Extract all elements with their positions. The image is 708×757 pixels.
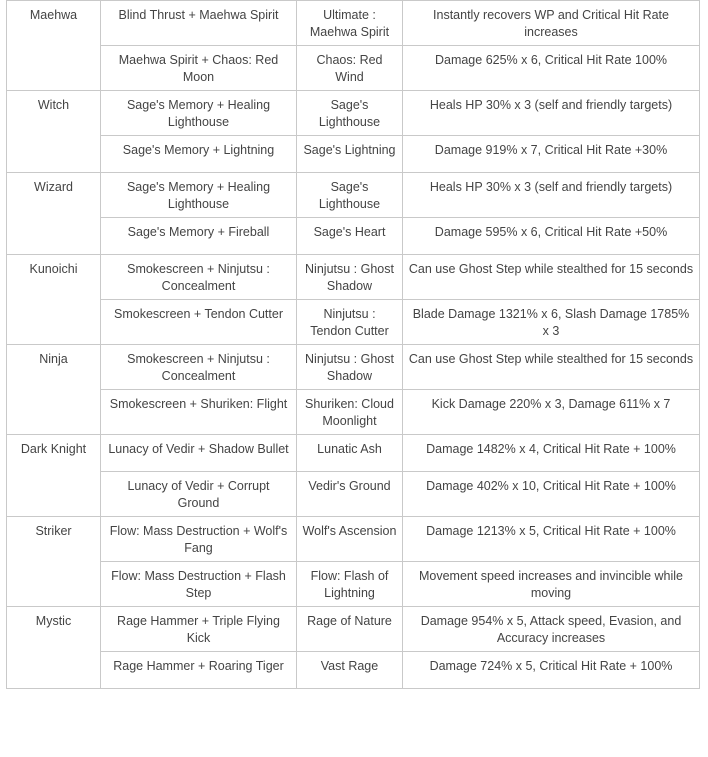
skill-name-cell: Sage's Lighthouse bbox=[297, 91, 403, 136]
table-body bbox=[7, 1, 700, 689]
skill-effect-cell: Can use Ghost Step while stealthed for 15 seconds bbox=[403, 255, 700, 300]
skill-name-cell: Shuriken: Cloud Moonlight bbox=[297, 390, 403, 435]
skill-name-cell: Vast Rage bbox=[297, 652, 403, 689]
skill-name-cell: Rage of Nature bbox=[297, 607, 403, 652]
combo-keys-cell: Sage's Memory + Healing Lighthouse bbox=[101, 173, 297, 218]
combo-skills-table bbox=[6, 0, 700, 689]
combo-keys-cell: Flow: Mass Destruction + Wolf's Fang bbox=[101, 517, 297, 562]
table-row bbox=[7, 136, 700, 173]
skill-effect-cell: Damage 954% x 5, Attack speed, Evasion, and Accuracy increases bbox=[403, 607, 700, 652]
table-row bbox=[7, 255, 700, 300]
skill-effect-cell: Movement speed increases and invincible while moving bbox=[403, 562, 700, 607]
class-name-cell: Maehwa bbox=[7, 1, 101, 91]
skill-effect-cell: Damage 625% x 6, Critical Hit Rate 100% bbox=[403, 46, 700, 91]
combo-keys-cell: Lunacy of Vedir + Shadow Bullet bbox=[101, 435, 297, 472]
skill-effect-cell: Heals HP 30% x 3 (self and friendly targets) bbox=[403, 91, 700, 136]
skill-name-cell: Chaos: Red Wind bbox=[297, 46, 403, 91]
skill-name-cell: Sage's Heart bbox=[297, 218, 403, 255]
table-row bbox=[7, 472, 700, 517]
class-name-cell: Ninja bbox=[7, 345, 101, 435]
combo-keys-cell: Smokescreen + Tendon Cutter bbox=[101, 300, 297, 345]
skill-effect-cell: Damage 1213% x 5, Critical Hit Rate + 100% bbox=[403, 517, 700, 562]
table-row bbox=[7, 345, 700, 390]
combo-keys-cell: Blind Thrust + Maehwa Spirit bbox=[101, 1, 297, 46]
table-row bbox=[7, 562, 700, 607]
table-row bbox=[7, 218, 700, 255]
combo-keys-cell: Lunacy of Vedir + Corrupt Ground bbox=[101, 472, 297, 517]
skill-name-cell: Sage's Lighthouse bbox=[297, 173, 403, 218]
skill-name-cell: Sage's Lightning bbox=[297, 136, 403, 173]
table-row bbox=[7, 173, 700, 218]
skill-effect-cell: Damage 724% x 5, Critical Hit Rate + 100% bbox=[403, 652, 700, 689]
skill-effect-cell: Can use Ghost Step while stealthed for 15 seconds bbox=[403, 345, 700, 390]
table-row bbox=[7, 300, 700, 345]
table-row bbox=[7, 390, 700, 435]
combo-keys-cell: Rage Hammer + Roaring Tiger bbox=[101, 652, 297, 689]
combo-keys-cell: Sage's Memory + Lightning bbox=[101, 136, 297, 173]
class-name-cell: Witch bbox=[7, 91, 101, 173]
skill-effect-cell: Heals HP 30% x 3 (self and friendly targets) bbox=[403, 173, 700, 218]
skill-effect-cell: Damage 595% x 6, Critical Hit Rate +50% bbox=[403, 218, 700, 255]
table-row bbox=[7, 517, 700, 562]
skill-name-cell: Vedir's Ground bbox=[297, 472, 403, 517]
combo-keys-cell: Flow: Mass Destruction + Flash Step bbox=[101, 562, 297, 607]
table-row bbox=[7, 1, 700, 46]
class-name-cell: Dark Knight bbox=[7, 435, 101, 517]
skill-name-cell: Ultimate : Maehwa Spirit bbox=[297, 1, 403, 46]
class-name-cell: Mystic bbox=[7, 607, 101, 689]
skill-name-cell: Wolf's Ascension bbox=[297, 517, 403, 562]
class-name-cell: Wizard bbox=[7, 173, 101, 255]
combo-keys-cell: Rage Hammer + Triple Flying Kick bbox=[101, 607, 297, 652]
table-row bbox=[7, 91, 700, 136]
skill-name-cell: Ninjutsu : Ghost Shadow bbox=[297, 255, 403, 300]
table-row bbox=[7, 607, 700, 652]
combo-keys-cell: Sage's Memory + Fireball bbox=[101, 218, 297, 255]
class-name-cell: Kunoichi bbox=[7, 255, 101, 345]
skill-name-cell: Flow: Flash of Lightning bbox=[297, 562, 403, 607]
skill-name-cell: Ninjutsu : Tendon Cutter bbox=[297, 300, 403, 345]
skill-effect-cell: Kick Damage 220% x 3, Damage 611% x 7 bbox=[403, 390, 700, 435]
skill-name-cell: Ninjutsu : Ghost Shadow bbox=[297, 345, 403, 390]
table-row bbox=[7, 652, 700, 689]
combo-keys-cell: Sage's Memory + Healing Lighthouse bbox=[101, 91, 297, 136]
combo-keys-cell: Smokescreen + Shuriken: Flight bbox=[101, 390, 297, 435]
skill-effect-cell: Blade Damage 1321% x 6, Slash Damage 1785% x 3 bbox=[403, 300, 700, 345]
skill-effect-cell: Damage 919% x 7, Critical Hit Rate +30% bbox=[403, 136, 700, 173]
combo-keys-cell: Smokescreen + Ninjutsu : Concealment bbox=[101, 345, 297, 390]
skill-effect-cell: Damage 1482% x 4, Critical Hit Rate + 100% bbox=[403, 435, 700, 472]
combo-keys-cell: Smokescreen + Ninjutsu : Concealment bbox=[101, 255, 297, 300]
table-row bbox=[7, 46, 700, 91]
combo-keys-cell: Maehwa Spirit + Chaos: Red Moon bbox=[101, 46, 297, 91]
table-row bbox=[7, 435, 700, 472]
skill-effect-cell: Damage 402% x 10, Critical Hit Rate + 100% bbox=[403, 472, 700, 517]
skill-effect-cell: Instantly recovers WP and Critical Hit Rate increases bbox=[403, 1, 700, 46]
class-name-cell: Striker bbox=[7, 517, 101, 607]
skill-name-cell: Lunatic Ash bbox=[297, 435, 403, 472]
